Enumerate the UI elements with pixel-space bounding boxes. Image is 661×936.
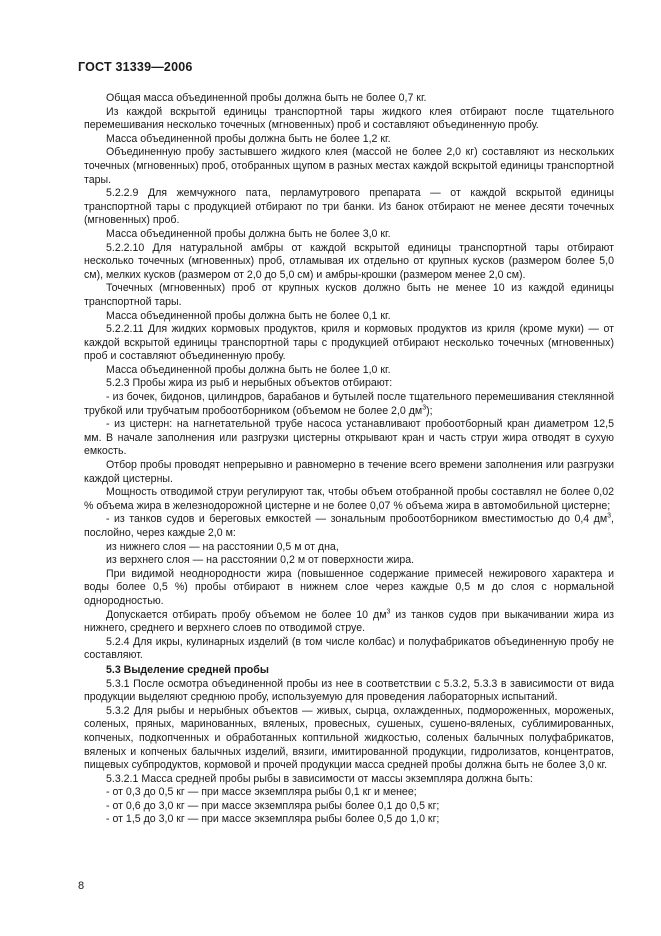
paragraph: Отбор пробы проводят непрерывно и равномерно в течение всего времени заполнения или разгрузки каждой цистерны. <box>84 459 614 485</box>
paragraph: 5.2.4 Для икры, кулинарных изделий (в том числе колбас) и полуфабрикатов объединенную пробу не составляют. <box>84 635 614 662</box>
paragraph: 5.3.1 После осмотра объединенной пробы из нее в соответствии с 5.3.2, 5.3.3 в зависимости от вида продукции выделяют среднюю пробу, используемую для проведения лабораторных испытаний. <box>84 677 614 704</box>
paragraph: Общая масса объединенной пробы должна быть не более 0,7 кг. <box>106 92 427 104</box>
paragraph-text: - из бочек, бидонов, цилиндров, барабанов и бутылей после тщательного перемешивания стеклянной трубкой или трубчатым пробоотборником (объемом не более 2,0 дм <box>84 391 614 417</box>
page-number: 8 <box>78 880 85 892</box>
document-header: ГОСТ 31339—2006 <box>78 60 193 74</box>
paragraph: При видимой неоднородности жира (повышенное содержание примесей нежирового характера и воды более 0,5 %) пробы отбирают в нижнем слое через каждые 0,5 м до слоя с нормальной однородностью. <box>84 567 614 607</box>
paragraph-text: - из танков судов и береговых емкостей — зональным пробоотборником вместимостью до 0,4 дм <box>106 513 608 526</box>
section-heading: 5.3 Выделение средней пробы <box>106 663 269 676</box>
paragraph: 5.2.3 Пробы жира из рыб и нерыбных объектов отбирают: <box>106 377 393 390</box>
list-item: - от 0,6 до 3,0 кг — при массе экземпляра рыбы более 0,1 до 0,5 кг; <box>106 799 440 812</box>
paragraph: 5.2.2.10 Для натуральной амбры от каждой вскрытой единицы транспортной тары отбирают несколько точечных (мгновенных) проб, отламывая их отдельно от крупных кусков (размером более 5,0 см), мелких кусков (размером от 2,0 до 5,0 см) и амбры-крошки (размером менее 2,0 см). <box>84 241 614 281</box>
paragraph-tail: ); <box>426 404 433 417</box>
paragraph <box>84 609 614 636</box>
paragraph: Мощность отводимой струи регулируют так, чтобы объем отобранной пробы составлял не более 0,02 % объема жира в железнодорожной цистерне и не более 0,07 % объема жира в автомобильной цистерне; <box>84 486 614 512</box>
paragraph: Масса объединенной пробы должна быть не более 0,1 кг. <box>106 309 391 322</box>
paragraph: 5.2.2.11 Для жидких кормовых продуктов, криля и кормовых продуктов из криля (кроме муки) — от каждой вскрытой единицы транспортной тары с продукцией отбирают несколько точечных (мгновенных) проб и составляют объединенную пробу. <box>84 323 614 363</box>
paragraph: 5.2.2.9 Для жемчужного пата, перламутрового препарата — от каждой вскрытой единицы транспортной тары с продукцией отбирают по три банки. Из банок отбирают не менее десяти точечных (мгновенных) проб. <box>84 187 614 227</box>
superscript: 3 <box>422 404 427 412</box>
document-body <box>84 92 614 827</box>
paragraph: Точечных (мгновенных) проб от крупных кусков должно быть не менее 10 из каждой единицы транспортной тары. <box>84 282 614 308</box>
paragraph <box>84 513 614 540</box>
list-item: - от 0,3 до 0,5 кг — при массе экземпляра рыбы 0,1 кг и менее; <box>106 786 417 799</box>
paragraph: Объединенную пробу застывшего жидкого клея (массой не более 2,0 кг) составляют из нескольких точечных (мгновенных) проб, отобранных щупом в разных местах каждой вскрытой единицы транспортной тары. <box>84 146 614 186</box>
paragraph <box>84 391 614 418</box>
paragraph: Из каждой вскрытой единицы транспортной тары жидкого клея отбирают после тщательного перемешивания несколько точечных (мгновенных) проб и составляют объединенную пробу. <box>84 105 614 132</box>
paragraph: Масса объединенной пробы должна быть не более 3,0 кг. <box>106 227 391 240</box>
paragraph: - из цистерн: на нагнетательной трубе насоса устанавливают пробоотборный кран диаметром 12,5 мм. В начале заполнения или разгрузки цистерны открывают кран и часть струи жира отводят в сухую емкость. <box>84 418 614 458</box>
superscript: 3 <box>386 608 391 616</box>
paragraph: 5.3.2 Для рыбы и нерыбных объектов — живых, сырца, охлажденных, подмороженных, мороженых, соленых, пряных, маринованных, вяленых, провесных, сушеных, сушено-вяленых, сублимированных, копченых, подкопченных и обработанных коптильной жидкостью, соленых балычных полуфабрикатов, вяленых и копченых балычных изделий, вязиги, имитированной продукции, гидролизатов, концентратов, пищевых субпродуктов, кормовой и прочей продукции масса средней пробы должна быть не более 3,0 кг. <box>84 704 614 772</box>
paragraph-tail: из танков судов при выкачивании жира из нижнего, среднего и верхнего слоев по отводимой струе. <box>84 608 614 635</box>
paragraph-text: Допускается отбирать пробу объемом не более 10 дм <box>106 608 387 621</box>
paragraph: 5.3.2.1 Масса средней пробы рыбы в зависимости от массы экземпляра должна быть: <box>106 772 533 785</box>
paragraph-tail: , послойно, через каждые 2,0 м: <box>84 513 614 539</box>
list-item: - от 1,5 до 3,0 кг — при массе экземпляра рыбы более 0,5 до 1,0 кг; <box>106 813 440 826</box>
paragraph: из верхнего слоя — на расстоянии 0,2 м от поверхности жира. <box>106 554 415 567</box>
paragraph: из нижнего слоя — на расстоянии 0,5 м от дна, <box>106 540 339 553</box>
paragraph: Масса объединенной пробы должна быть не более 1,2 кг. <box>106 132 391 145</box>
superscript: 3 <box>607 512 612 520</box>
paragraph: Масса объединенной пробы должна быть не более 1,0 кг. <box>106 363 391 376</box>
